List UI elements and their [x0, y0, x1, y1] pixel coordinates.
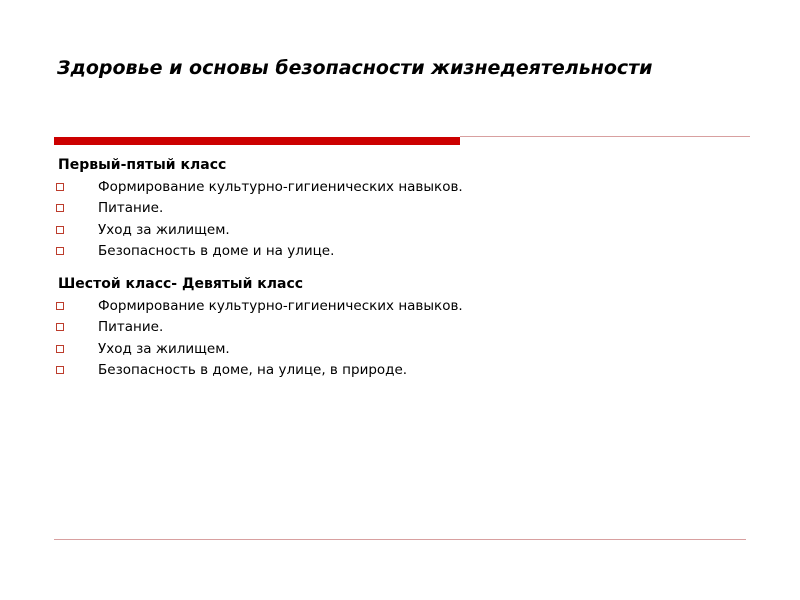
square-bullet-icon [56, 204, 64, 212]
list-item-text: Безопасность в доме и на улице. [98, 243, 335, 260]
list-item [54, 219, 754, 241]
list-item [54, 338, 754, 360]
section-heading: Первый-пятый класс [58, 157, 227, 173]
list-item-text: Уход за жилищем. [98, 340, 230, 357]
footer-divider-line [54, 539, 746, 540]
list-item [54, 176, 754, 198]
bullet-list [54, 295, 754, 381]
square-bullet-icon [56, 247, 64, 255]
slide-title: Здоровье и основы безопасности жизнедеятельности [57, 57, 653, 79]
section-grades-1-5 [54, 154, 754, 262]
section-grades-6-9 [54, 273, 754, 381]
list-item-text: Формирование культурно-гигиенических навыков. [98, 178, 463, 195]
title-divider-line [460, 136, 750, 137]
square-bullet-icon [56, 183, 64, 191]
square-bullet-icon [56, 345, 64, 353]
slide-content [54, 154, 754, 392]
list-item-text: Питание. [98, 319, 164, 336]
list-item-text: Формирование культурно-гигиенических навыков. [98, 297, 463, 314]
square-bullet-icon [56, 323, 64, 331]
list-item [54, 360, 754, 382]
list-item-text: Питание. [98, 200, 164, 217]
square-bullet-icon [56, 302, 64, 310]
square-bullet-icon [56, 366, 64, 374]
title-accent-bar [54, 137, 460, 145]
list-item [54, 198, 754, 220]
list-item [54, 241, 754, 263]
list-item-text: Безопасность в доме, на улице, в природе. [98, 362, 408, 379]
list-item-text: Уход за жилищем. [98, 221, 230, 238]
list-item [54, 317, 754, 339]
square-bullet-icon [56, 226, 64, 234]
list-item [54, 295, 754, 317]
section-heading: Шестой класс- Девятый класс [58, 276, 304, 292]
bullet-list [54, 176, 754, 262]
